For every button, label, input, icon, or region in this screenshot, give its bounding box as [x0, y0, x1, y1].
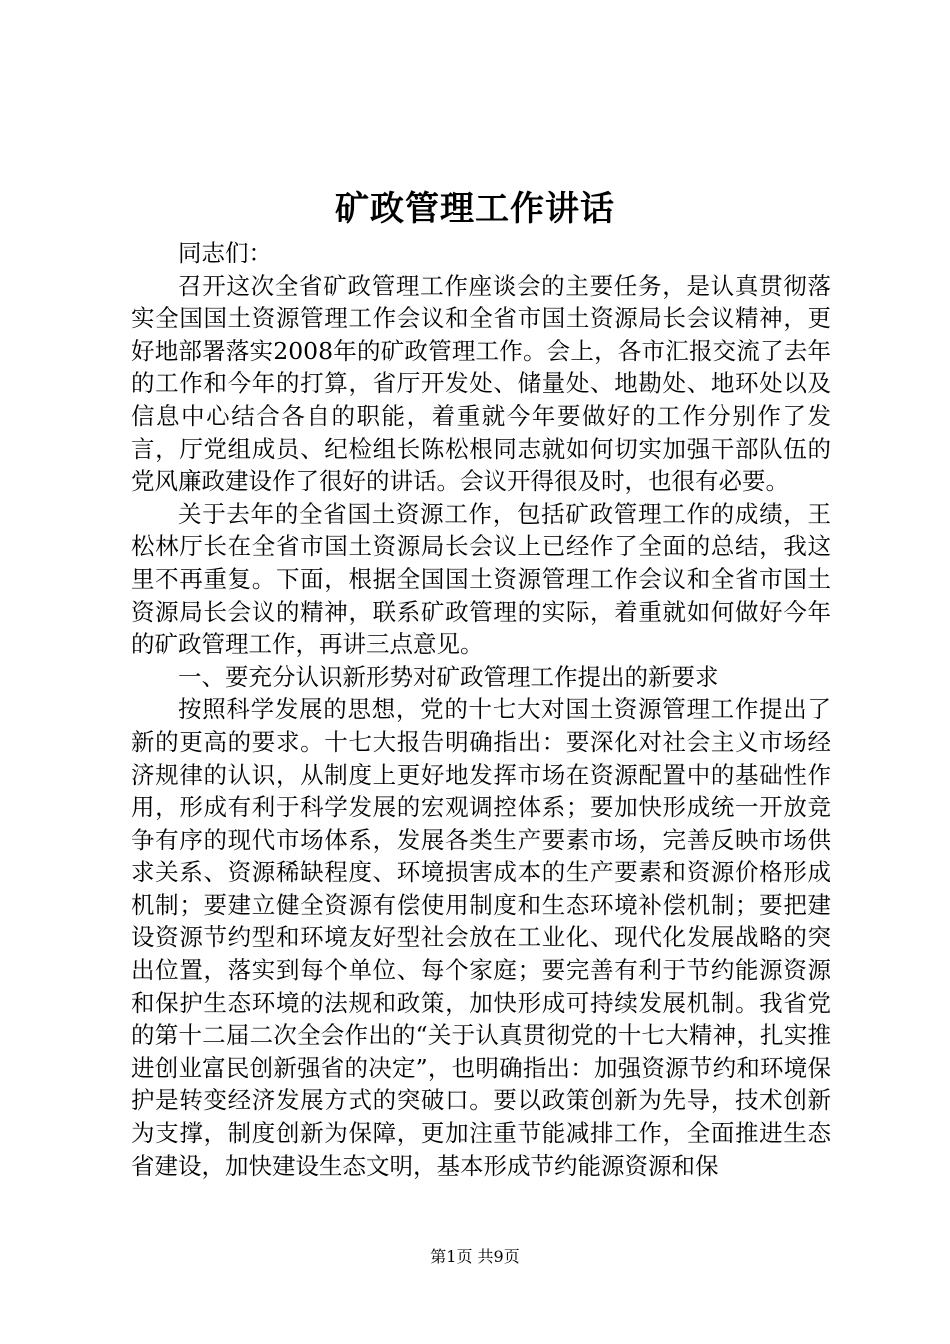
page-footer: 第1页 共9页	[430, 1247, 520, 1266]
document-title: 矿政管理工作讲话	[335, 189, 615, 229]
body-paragraph: 按照科学发展的思想，党的十七大对国土资源管理工作提出了新的更高的要求。十七大报告明确指出：要深化对社会主义市场经济规律的认识，从制度上更好地发挥市场在资源配置中的基础性作用，形成有利于科学发展的宏观调控体系；要加快形成统一开放竞争有序的现代市场体系，发展各类生产要素市场，完善反映市场供求关系、资源稀缺程度、环境损害成本的生产要素和资源价格形成机制；要建立健全资源有偿使用制度和生态环境补偿机制；要把建设资源节约型和环境友好型社会放在工业化、现代化发展战略的突出位置，落实到每个单位、每个家庭；要完善有利于节约能源资源和保护生态环境的法规和政策，加快形成可持续发展机制。我省党的第十二届二次全会作出的“关于认真贯彻党的十七大精神，扎实推进创业富民创新强省的决定”，也明确指出：加强资源节约和环境保护是转变经济发展方式的突破口。要以政策创新为先导，技术创新为支撑，制度创新为保障，更加注重节能减排工作，全面推进生态省建设，加快建设生态文明，基本形成节约能源资源和保	[131, 695, 831, 1180]
document-body	[131, 237, 831, 1182]
body-paragraph: 关于去年的全省国土资源工作，包括矿政管理工作的成绩，王松林厅长在全省市国土资源局长会议上已经作了全面的总结，我这里不再重复。下面，根据全国国土资源管理工作会议和全省市国土资源局长会议的精神，联系矿政管理的实际，着重就如何做好今年的矿政管理工作，再讲三点意见。	[131, 499, 831, 659]
salutation-paragraph: 同志们：	[178, 239, 272, 267]
section-heading: 一、要充分认识新形势对矿政管理工作提出的新要求	[178, 662, 719, 691]
body-paragraph: 召开这次全省矿政管理工作座谈会的主要任务，是认真贯彻落实全国国土资源管理工作会议和全省市国土资源局长会议精神，更好地部署落实2008年的矿政管理工作。会上，各市汇报交流了去年的工作和今年的打算，省厅开发处、储量处、地勘处、地环处以及信息中心结合各自的职能，着重就今年要做好的工作分别作了发言，厅党组成员、纪检组长陈松根同志就如何切实加强干部队伍的党风廉政建设作了很好的讲话。会议开得很及时，也很有必要。	[131, 271, 831, 496]
